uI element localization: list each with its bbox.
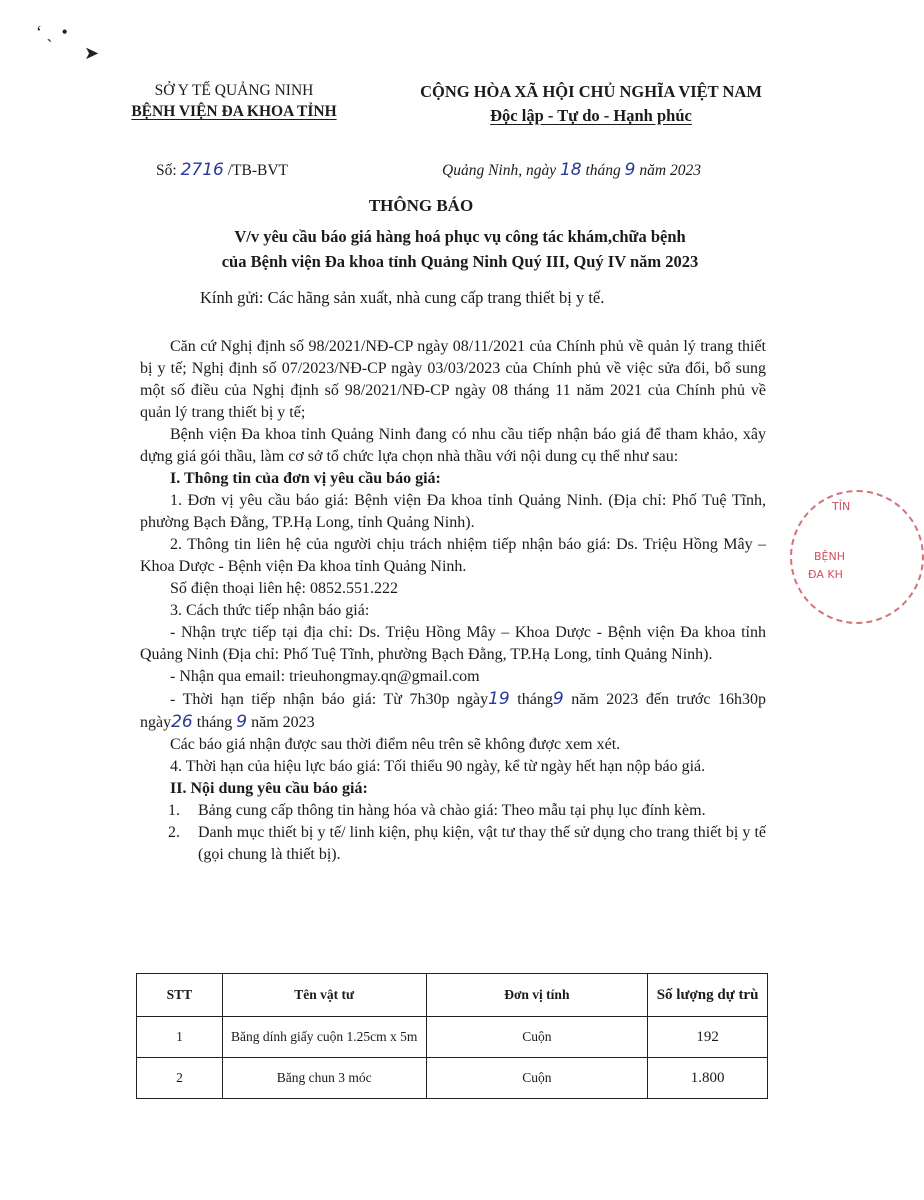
issuer-header bbox=[100, 80, 368, 122]
cell-unit: Cuộn bbox=[426, 1017, 648, 1058]
deadline-text-5: năm 2023 bbox=[251, 714, 315, 731]
stamp-text-1: BỆNH bbox=[814, 550, 845, 563]
list-text: Danh mục thiết bị y tế/ linh kiện, phụ kiện, vật tư thay thế sử dụng cho trang thiết bị y tế (gọi chung là thiết bị). bbox=[198, 824, 766, 863]
date-place: Quảng Ninh, ngày bbox=[442, 162, 557, 179]
document-subject bbox=[140, 224, 780, 274]
deadline-end-day: 26 bbox=[171, 712, 193, 732]
late-submission-note: Các báo giá nhận được sau thời điểm nêu trên sẽ không được xem xét. bbox=[170, 736, 621, 753]
section-2-title: II. Nội dung yêu cầu báo giá: bbox=[170, 780, 368, 797]
subject-line-1: V/v yêu cầu báo giá hàng hoá phục vụ công tác khám,chữa bệnh bbox=[234, 227, 686, 246]
document-body bbox=[140, 336, 766, 866]
deadline-start-day: 19 bbox=[488, 689, 510, 709]
section-2-item bbox=[140, 822, 766, 866]
recipient-line: Kính gửi: Các hãng sản xuất, nhà cung cấp trang thiết bị y tế. bbox=[200, 288, 605, 307]
doc-number-handwritten: 2716 bbox=[180, 160, 224, 180]
deadline-end-month: 9 bbox=[236, 712, 248, 732]
document-date bbox=[442, 160, 701, 180]
document-title: THÔNG BÁO bbox=[368, 196, 474, 215]
table-header-row bbox=[137, 974, 768, 1017]
doc-number-suffix: /TB-BVT bbox=[227, 162, 288, 179]
cell-stt: 2 bbox=[137, 1058, 223, 1099]
issuer-name: BỆNH VIỆN ĐA KHOA TỈNH bbox=[131, 103, 337, 120]
contact-phone: Số điện thoại liên hệ: 0852.551.222 bbox=[170, 580, 398, 597]
table-row bbox=[137, 1017, 768, 1058]
list-text: Bảng cung cấp thông tin hàng hóa và chào giá: Theo mẫu tại phụ lục đính kèm. bbox=[198, 802, 706, 819]
date-year: năm 2023 bbox=[639, 162, 701, 179]
header-item-name: Tên vật tư bbox=[222, 974, 426, 1017]
deadline-text-2: tháng bbox=[517, 691, 553, 708]
deadline-text-4: tháng bbox=[196, 714, 233, 731]
direct-submission: - Nhận trực tiếp tại địa chỉ: Ds. Triệu Hồng Mây – Khoa Dược - Bệnh viện Đa khoa tỉnh Quảng Ninh (Địa chỉ: Phố Tuệ Tĩnh, phường Bạch Đằng, TP.Hạ Long, tỉnh Quảng Ninh). bbox=[140, 624, 766, 663]
list-number: 2. bbox=[168, 824, 180, 841]
deadline-text-1: - Thời hạn tiếp nhận báo giá: Từ 7h30p ngày bbox=[170, 691, 489, 708]
email-submission: - Nhận qua email: trieuhongmay.qn@gmail.com bbox=[170, 668, 480, 685]
hospital-stamp bbox=[790, 490, 924, 624]
section-1-item-1: 1. Đơn vị yêu cầu báo giá: Bệnh viện Đa khoa tỉnh Quảng Ninh. (Địa chỉ: Phố Tuệ Tĩnh, phường Bạch Đằng, TP.Hạ Long, tỉnh Quảng Ninh). bbox=[140, 492, 766, 531]
submission-deadline bbox=[140, 688, 766, 734]
national-header bbox=[385, 80, 797, 128]
national-motto: Độc lập - Tự do - Hạnh phúc bbox=[490, 106, 692, 125]
section-1-item-3: 3. Cách thức tiếp nhận báo giá: bbox=[170, 602, 370, 619]
list-number: 1. bbox=[168, 802, 180, 819]
table-row bbox=[137, 1058, 768, 1099]
scan-marks: ‘ ˏ • ➤ bbox=[36, 22, 100, 63]
document-number bbox=[156, 160, 288, 180]
doc-number-prefix: Số: bbox=[156, 162, 177, 179]
cell-unit: Cuộn bbox=[426, 1058, 648, 1099]
section-1-title: I. Thông tin của đơn vị yêu cầu báo giá: bbox=[170, 470, 441, 487]
deadline-start-month: 9 bbox=[552, 689, 564, 709]
supplies-table bbox=[136, 973, 768, 1099]
section-2-item bbox=[140, 800, 766, 822]
deadline-text-3: năm 2023 đến trước 16h30p ngày bbox=[140, 691, 767, 731]
cell-stt: 1 bbox=[137, 1017, 223, 1058]
subject-line-2: của Bệnh viện Đa khoa tỉnh Quảng Ninh Quý III, Quý IV năm 2023 bbox=[221, 252, 699, 271]
date-day: 18 bbox=[559, 160, 582, 180]
date-month-label: tháng bbox=[585, 162, 621, 179]
legal-basis-paragraph: Căn cứ Nghị định số 98/2021/NĐ-CP ngày 08/11/2021 của Chính phủ về quản lý trang thiết bị y tế; Nghị định số 07/2023/NĐ-CP ngày 03/03/2023 của Chính phủ về việc sửa đổi, bổ sung một số điều của Nghị định số 98/2021/NĐ-CP ngày 08 tháng 11 năm 2021 của Chính phủ về quản lý trang thiết bị y tế; bbox=[140, 338, 766, 421]
issuer-parent: SỞ Y TẾ QUẢNG NINH bbox=[154, 82, 314, 99]
national-title: CỘNG HÒA XÃ HỘI CHỦ NGHĨA VIỆT NAM bbox=[420, 82, 762, 101]
stamp-text-top: TỈN bbox=[832, 500, 851, 513]
date-month: 9 bbox=[624, 160, 636, 180]
cell-item-name: Băng chun 3 móc bbox=[222, 1058, 426, 1099]
purpose-paragraph: Bệnh viện Đa khoa tỉnh Quảng Ninh đang có nhu cầu tiếp nhận báo giá để tham khảo, xây dựng giá gói thầu, làm cơ sở tổ chức lựa chọn nhà thầu với nội dung cụ thể như sau: bbox=[140, 426, 766, 465]
section-1-item-2: 2. Thông tin liên hệ của người chịu trách nhiệm tiếp nhận báo giá: Ds. Triệu Hồng Mây – Khoa Dược - Bệnh viện Đa khoa tỉnh Quảng Ninh. bbox=[140, 536, 766, 575]
cell-quantity: 192 bbox=[648, 1017, 768, 1058]
cell-quantity: 1.800 bbox=[648, 1058, 768, 1099]
header-quantity: Số lượng dự trù bbox=[648, 974, 768, 1017]
header-unit: Đơn vị tính bbox=[426, 974, 648, 1017]
header-stt: STT bbox=[137, 974, 223, 1017]
stamp-text-2: ĐA KH bbox=[808, 568, 843, 581]
cell-item-name: Băng dính giấy cuộn 1.25cm x 5m bbox=[222, 1017, 426, 1058]
section-1-item-4: 4. Thời hạn của hiệu lực báo giá: Tối thiểu 90 ngày, kể từ ngày hết hạn nộp báo giá. bbox=[170, 758, 706, 775]
